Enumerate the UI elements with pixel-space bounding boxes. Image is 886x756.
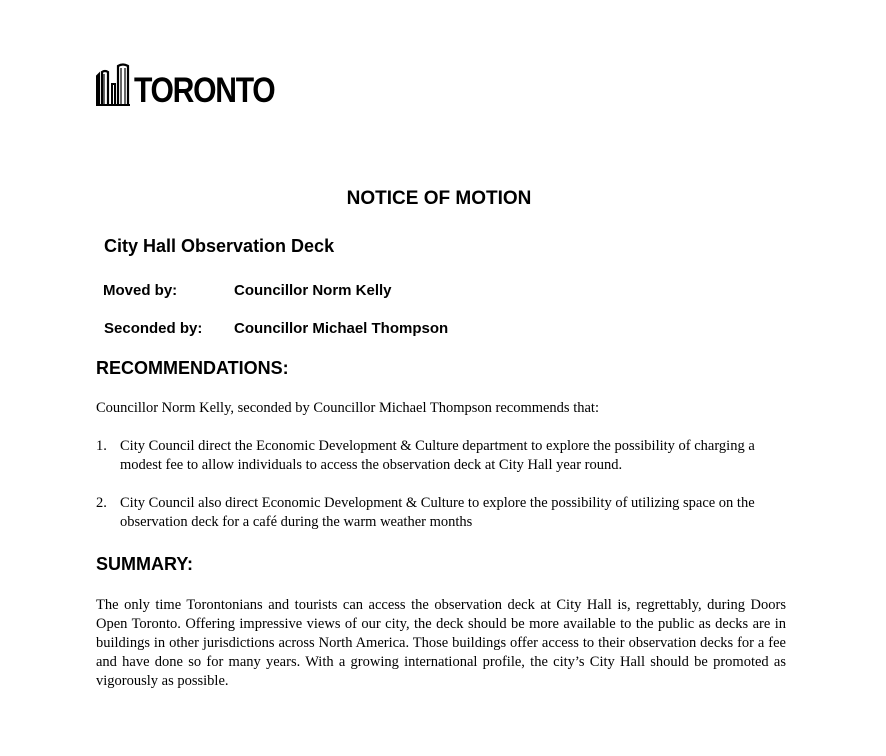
toronto-logo (96, 60, 297, 110)
recommendations-heading: RECOMMENDATIONS: (96, 358, 289, 378)
seconded-by-label: Seconded by: (104, 320, 203, 337)
document-subtitle: City Hall Observation Deck (104, 236, 335, 256)
recommendation-number: 2. (96, 495, 107, 511)
moved-by-name: Councillor Norm Kelly (234, 282, 392, 299)
recommendations-intro: Councillor Norm Kelly, seconded by Councillor Michael Thompson recommends that: (96, 400, 599, 416)
summary-heading: SUMMARY: (96, 554, 193, 574)
logo-wordmark: TORONTO (134, 71, 275, 110)
recommendation-text: City Council also direct Economic Development & Culture to explore the possibility of utilizing space on the observation deck for a café during the warm weather months (120, 495, 755, 530)
document-title: NOTICE OF MOTION (346, 188, 532, 209)
recommendation-text: City Council direct the Economic Development & Culture department to explore the possibility of charging a modest fee to allow individuals to access the observation deck at City Hall year round. (120, 438, 755, 473)
seconded-by-name: Councillor Michael Thompson (234, 320, 449, 337)
recommendation-number: 1. (96, 438, 107, 454)
city-hall-logo-icon (96, 62, 130, 106)
summary-body: The only time Torontonians and tourists can access the observation deck at City Hall is, regrettably, during Doors Open Toronto. Offering impressive views of our city, the deck should be more available to the public as decks are in buildings in other jurisdictions across North America. Those buildings offer access to their observation decks for a fee and have done so for many years. With a growing international profile, the city’s City Hall should be promoted as vigorously as possible. (96, 597, 786, 689)
moved-by-label: Moved by: (103, 282, 178, 299)
